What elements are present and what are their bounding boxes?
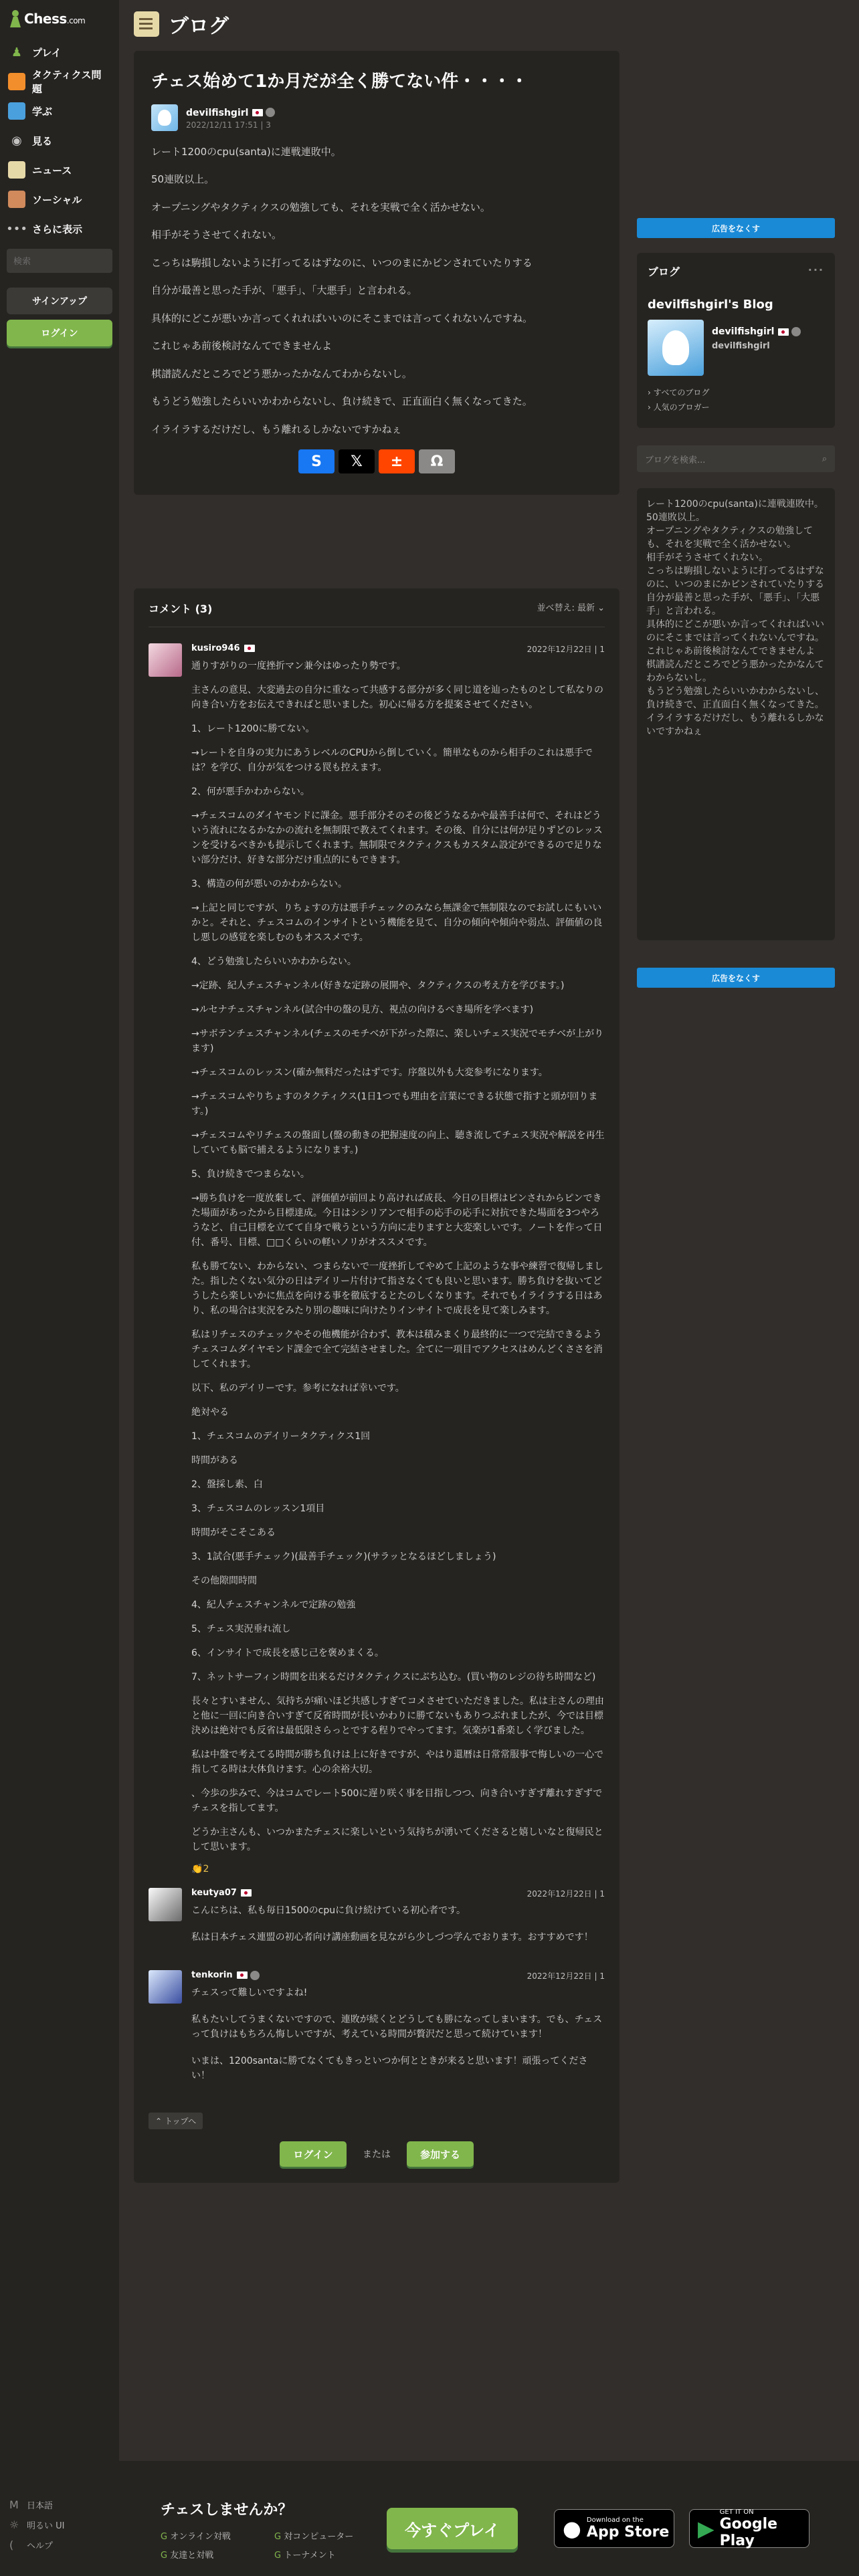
- blog-icon: [134, 11, 159, 37]
- comment-body: [191, 1985, 605, 2083]
- comments-section: [134, 588, 619, 2183]
- preview-line: これじゃあ前後検討なんてできませんよ: [646, 646, 815, 657]
- blog-heading: ブログ: [648, 265, 680, 278]
- article-paragraph: 相手がそうさせてくれない。: [151, 229, 282, 241]
- language-label: 日本語: [27, 2500, 54, 2511]
- preview-line: レート1200のcpu(santa)に連戦連敗中。: [646, 499, 824, 510]
- nav-label: タクティクス問題: [31, 69, 102, 95]
- nav-label: さらに表示: [32, 223, 83, 235]
- avatar[interactable]: [151, 104, 178, 131]
- comment-paragraph: どうか主さんも、いつかまたチェスに楽しいという気持ちが湧いてくださると嬉しいなと復帰民として思います。: [191, 1827, 603, 1852]
- comment-paragraph: 私はリチェスのチェックやその他機能が合わず、教本は積みまくり最終的に一つで完結できるようチェスコムダイヤモンド課金で全て完結させました。全てに一項目でアクセスはめんどくささを消してくれます。: [191, 1329, 603, 1370]
- article-meta: 2022/12/11 17:51 | 3: [186, 120, 271, 130]
- article-paragraph: こっちは駒損しないように打ってるはずなのに、いつのまにかピンされていたりする: [151, 256, 533, 269]
- sun-icon: ☼: [9, 2518, 19, 2531]
- comment-paragraph: 3、チェスコムのレッスン1項目: [191, 1503, 325, 1514]
- comment-paragraph: →定跡、紀人チェスチャンネル(好きな定跡の展開や、タクティクスの考え方を学びます。): [191, 980, 565, 991]
- preview-line: 相手がそうさせてくれない。: [646, 552, 768, 563]
- nav-label: ニュース: [32, 164, 72, 177]
- comment-login-button[interactable]: ログイン: [280, 2141, 347, 2167]
- comment-paragraph: 1、チェスコムのデイリータクティクス1回: [191, 1431, 371, 1442]
- comment-paragraph: 私は日本チェス連盟の初心者向け講座動画を見ながら少しづつ学んでおります。おすすめです！: [191, 1932, 593, 1943]
- banner-item: オンライン対戦: [170, 2532, 231, 2542]
- nav-label: 見る: [32, 134, 53, 147]
- people-icon: [8, 191, 25, 208]
- x-share-button[interactable]: 𝕏: [339, 449, 375, 473]
- more-dots-icon[interactable]: ···: [807, 263, 824, 276]
- avatar[interactable]: [149, 643, 182, 677]
- preview-line: もうどう勉強したらいいかわからないし、負け続きで、正直面白く無くなってきた。: [646, 686, 824, 710]
- share-row: [151, 449, 602, 473]
- play-banner: [119, 2461, 859, 2576]
- article-paragraph: 50連敗以上。: [151, 173, 215, 186]
- search-icon: ⌕: [822, 453, 827, 464]
- japan-flag-icon: [241, 1889, 252, 1897]
- blog-info-card: [637, 253, 835, 428]
- comment-paragraph: 2、盤採し素、白: [191, 1479, 263, 1490]
- apple-icon: ●: [563, 2516, 581, 2541]
- logo-text: Chess: [24, 11, 67, 27]
- comment-paragraph: →勝ち負けを一度放棄して、評価値が前回より高ければ成長、今日の目標はピンされからピンできた場面があったから目標達成。今日はシシリアンで相手の応手の応手に対抗できた場面を3つやろうなど、自己目標を立てて自身で戦うという方向に走りますと大変楽しいです。ノートを作って日付、番号、目標、□□くらいの軽いノリがオススメです。: [191, 1193, 603, 1248]
- blog-article: [134, 51, 619, 495]
- nav-news[interactable]: [0, 155, 119, 185]
- nav-label: 学ぶ: [32, 105, 53, 118]
- article-paragraph: イライラするだけだし、もう離れるしかないですかねぇ: [151, 423, 402, 435]
- comment-paragraph: 以下、私のデイリーです。参考になれば幸いです。: [191, 1383, 405, 1394]
- comment-paragraph: 時間がそこそこある: [191, 1527, 276, 1538]
- appstore-big-text: App Store: [586, 2524, 670, 2541]
- comment-paragraph: 1、レート1200に勝てない。: [191, 724, 315, 734]
- avatar[interactable]: [149, 1970, 182, 2004]
- popular-bloggers-link[interactable]: › 人気のブロガー: [648, 403, 710, 412]
- preview-line: 自分が最善と思った手が、「悪手」、「大悪手」と言われる。: [646, 593, 820, 617]
- comment-paragraph: 5、負け続きでつまらない。: [191, 1169, 310, 1180]
- back-to-top-label: トップへ: [164, 2117, 197, 2126]
- search-input[interactable]: [7, 249, 112, 273]
- google-play-button[interactable]: [689, 2509, 809, 2548]
- comment-paragraph: →チェスコムやりちょすのタクティクス(1日1つでも理由を言葉にできる状態で指すと頭が回ります。): [191, 1091, 598, 1117]
- comment-paragraph: 7、ネットサーフィン時間を出来るだけタクティクスにぶち込む。(買い物のレジの待ち時間など): [191, 1672, 596, 1683]
- logo-suffix: .com: [66, 16, 86, 25]
- article-paragraph: 自分が最善と思った手が、「悪手」、「大悪手」と言われる。: [151, 284, 417, 297]
- comment-paragraph: →チェスコムやリチェスの盤面し(盤の動きの把握速度の向上、聴き流してチェス実況や解説を再生していても脳で捕えるようになります。): [191, 1130, 605, 1156]
- comment-paragraph: 6、インサイトで成長を感じ己を褒めまくる。: [191, 1648, 384, 1658]
- light-ui-label: 明るい UI: [27, 2520, 65, 2531]
- comment-paragraph: →レートを自身の実力にあうレベルのCPUから倒していく。簡単なものから相手のこれは悪手では？を学び、自分が気をつける罠も控えます。: [191, 748, 593, 773]
- nav-puzzles[interactable]: [0, 67, 119, 96]
- pawn-icon: ♟: [11, 45, 23, 60]
- online-icon: G: [161, 2532, 171, 2542]
- japan-flag-icon: [778, 328, 789, 336]
- article-paragraph: 棋譜読んだところでどう悪かったかなんてわからないし。: [151, 367, 412, 380]
- chess-logo[interactable]: [0, 0, 119, 37]
- comment-paragraph: →チェスコムのダイヤモンドに課金。悪手部分そのその後どうなるかや最善手は何で、それはどういう流れになるかなかの流れを無制限で教えてくれます。その後、自分には何が足りずどのレッスンを受けるべきかも提示してくれます。無制限でタクティクスもカスタム設定ができるので足りない部分だけ、好きな部分だけ重点的にもできます。: [191, 811, 603, 865]
- comment-paragraph: →サボテンチェスチャンネル(チェスのモチベが下がった際に、楽しいチェス実況でモチベが上がります): [191, 1029, 604, 1054]
- facebook-share-button[interactable]: S: [298, 449, 335, 473]
- sidebar-footer: [0, 2494, 119, 2555]
- comment-paragraph: 3、構造の何が悪いのかわからない。: [191, 879, 347, 889]
- status-badge-icon: [250, 1971, 260, 1980]
- or-text: または: [363, 2149, 391, 2160]
- popular-bloggers-label: 人気のブロガー: [653, 403, 710, 412]
- comment-paragraph: →ルセナチェスチャンネル(試合中の盤の見方、視点の向けるべき場所を学べます): [191, 1004, 534, 1015]
- comment-item: kusiro946 2022年12月22日 | 1 通りすがりの一度挫折マン兼今はゆったり勢です。 主さんの意見、大変過去の自分に重なって共感する部分が多く同じ道を辿ったものとして私なりの向き合い方をお伝えできればと思いました。初心に帰る方を提案させてください。 1、レート1200に勝てない。 →レートを自身の実力にあうレベルのCPUから倒していく。簡単なものから相手のこれは悪手では？を学び、自分が気をつける罠も控えます。 2、何が悪手かわからない。 →チェスコムのダイヤモンドに課金。悪手部分そのその後どうなるかや最善手は何で、それはどういう流れになるかなかの流れを無制限で教えてくれます。その後、自分には何が足りずどのレッスンを受けるべきかも提示してくれます。無制限でタクティクスもカスタム設定ができるので足りない部分だけ、好きな部分だけ重点的にもできます。 3、構造の何が悪いのかわからない。 →上記と同じですが、りちょすの方は悪手チェックのみなら無課金で無制限なのでお試しにもいいかと。それと、チェスコムのインサイトという機能を見て、自分の傾向や傾向や弱点、評価値の良し悪しの感覚を楽しむのもオススメです。 4、どう勉強したらいいかわからない。 →定跡、紀人チェスチャンネル(好きな定跡の展開や、タクティクスの考え方を学びます。) →ルセナチェスチャンネル(試合中の盤の見方、視点の向けるべき場所を学べます) →サボテンチェスチャンネル(チェスのモチベが下がった際に、楽しいチェス実況でモチベが上がります) →チェスコムのレッスン(確か無料だったはずです。序盤以外も大変参考になります。 →チェスコムやりちょすのタクティクス(1日1つでも理由を言葉にできる状態で指すと頭が回ります。) →チェスコムやリチェスの盤面し(盤の動きの把握速度の向上、聴き流してチェス実況や解説を再生していても脳で捕えるようになります。) 5、負け続きでつまらない。 →勝ち負けを一度放棄して、評価値が前回より高ければ成長、今日の目標はピンされからピンできた場面があったから目標達成。今日はシシリアンで相手の応手の応手に対抗できた場面を3つやろうなど、自己目標を立てて自身で戦うという方向に走りますと大変楽しいです。ノートを作って日付、番号、目標、□□くらいの軽いノリがオススメです。 私も勝てない、わからない、つまらないで一度挫折してやめて上記のような事や練習で復帰しました。指したくない気分の日はデイリー片付けて指さなくても良いと思います。勝ち負けを抜いてどうしたら楽しいかに焦点を向ける事を徹底するとたのしくなります。それでもイライラする日はあり、私の場合は実況をみたり別の趣味に向けたりインサイトで成長を見て楽しみます。 私はリチェスのチェックやその他機能が合わず、教本は積みまくり最終的に一つで完結できるようチェスコムダイヤモンド課金で全て完結させました。全てに一項目でアクセスはめんどくささを消してくれます。 以下、私のデイリーです。参考になれば幸いです。 絶対やる 1、チェスコムのデイリータクティクス1回 時間がある 2、盤採し素、白 3、チェスコムのレッスン1項目 時間がそこそこある 3、1試合(悪手チェック)(最善手チェック)(サラッとなるほどしましょう) その他隙間時間 4、紀人チェスチャンネルで定跡の勉強 5、チェス実況垂れ流し 6、インサイトで成長を感じ己を褒めまくる。 7、ネットサーフィン時間を出来るだけタクティクスにぶち込む。(買い物のレジの待ち時間など) 長々とすいません、気持ちが痛いほど共感しすぎてコメさせていただきました。私は主さんの理由と他に一回に向き合いすぎて反省時間が長いかわりに勝てないもありつぶれましたが、今では目標決めは絶対でも反省は最低限さらっとでする程りでやってます。気楽が1番楽しく学びました。 私は中盤で考えてる時間が勝ち負けは上に好きですが、やはり還暦は日常常服事で悔しいの一心で指してる時は大体負けます。心の余裕大切。 、今歩の歩みで、今はコムでレート500に遅り咲く事を目指しつつ、向き合いすぎず離れすぎずでチェスを指してます。 どうか主さんも、いつかまたチェスに楽しいという気持ちが湧いてくださると嬉しいなと復帰民として思います。 👏2: [149, 643, 605, 1874]
- comment-paragraph: 時間がある: [191, 1455, 238, 1466]
- japan-flag-icon: [252, 109, 263, 116]
- banner-item: 友達と対戦: [170, 2551, 214, 2561]
- signup-button[interactable]: サインアップ: [7, 288, 112, 314]
- banner-item: 対コンピューター: [284, 2532, 354, 2542]
- comment-paragraph: 私もたいしてうまくないですので、連敗が続くとどうしても勝になってしまいます。でも、チェスって負けはもちろん悔しいですが、考えている時間が贅沢だと思って続けています！: [191, 2014, 603, 2040]
- play-now-button[interactable]: 今すぐプレイ: [387, 2508, 518, 2549]
- reddit-share-button[interactable]: ±: [379, 449, 415, 473]
- blog-search-placeholder: ブログを検索...: [645, 455, 706, 465]
- article-paragraph: もうどう勉強したらいいかわからないし、負け続きで、正直面白く無くなってきた。: [151, 395, 533, 408]
- page-header: [134, 9, 229, 39]
- nav-social[interactable]: [0, 185, 119, 214]
- banner-item: トーナメント: [284, 2551, 336, 2561]
- link-share-button[interactable]: Ω: [419, 449, 455, 473]
- nav-learn[interactable]: [0, 96, 119, 126]
- comment-item: tenkorin 2022年12月22日 | 1 チェスって難しいですよね! 私もたいしてうまくないですので、連敗が続くとどうしても勝になってしまいます。でも、チェスって負けはもちろん悔しいですが、考えている時間が贅沢だと思って続けています！ いまは、1200santaに勝てなくてもきっといつか何とときが来ると思います！頑張ってください！: [149, 1970, 605, 2095]
- sort-label: 並べ替え: 最新: [537, 603, 595, 613]
- preview-line: イライラするだけだし、もう離れるしかないですかねぇ: [646, 713, 824, 737]
- article-paragraph: レート1200のcpu(santa)に連戦連敗中。: [151, 145, 341, 158]
- preview-line: オープニングやタクティクスの勉強しても、それを実戦で全く活かせない。: [646, 526, 814, 550]
- japan-flag-icon: [244, 645, 255, 652]
- blogger-avatar[interactable]: [648, 320, 704, 376]
- comment-paragraph: 主さんの意見、大変過去の自分に重なって共感する部分が多く同じ道を辿ったものとして私なりの向き合い方をお伝えできればと思いました。初心に帰る方を提案させてください。: [191, 685, 603, 710]
- preview-text: [646, 498, 826, 738]
- comment-paragraph: →チェスコムのレッスン(確か無料だったはずです。序盤以外も大変参考になります。: [191, 1067, 548, 1078]
- binoculars-icon: ◉: [11, 133, 22, 148]
- preview-line: 棋譜読んだところでどう悪かったかなんてわからないし。: [646, 659, 824, 683]
- help-link[interactable]: [9, 2535, 110, 2555]
- gplay-small-text: GET IT ON: [719, 2508, 754, 2516]
- puzzle-icon: [8, 73, 25, 90]
- blogger-name-secondary: devilfishgirl: [712, 341, 770, 351]
- pawn-logo-icon: [9, 10, 21, 27]
- comments-title: コメント (3): [149, 603, 213, 615]
- comment-username[interactable]: kusiro946: [191, 643, 240, 653]
- comment-username[interactable]: tenkorin: [191, 1970, 233, 1980]
- language-icon: M: [9, 2498, 19, 2511]
- author-row: [151, 104, 602, 131]
- preview-line: こっちは駒損しないように打ってるはずなのに、いつのまにかピンされていたりする: [646, 566, 824, 590]
- status-badge-icon: [266, 108, 275, 117]
- language-link[interactable]: [9, 2494, 110, 2514]
- sidebar: [0, 0, 119, 2576]
- join-button[interactable]: 参加する: [407, 2141, 474, 2167]
- nav-more[interactable]: [0, 214, 119, 243]
- login-button[interactable]: ログイン: [7, 320, 112, 346]
- back-to-top-button[interactable]: ⌃ トップへ: [149, 2113, 203, 2129]
- article-paragraph: これじゃあ前後検討なんてできませんよ: [151, 340, 332, 352]
- comment-paragraph: その他隙間時間: [191, 1576, 257, 1586]
- gplay-big-text: Google Play: [719, 2515, 778, 2549]
- comment-body: [191, 1903, 605, 1945]
- newspaper-icon: [8, 161, 25, 179]
- banner-title: チェスしませんか？: [161, 2502, 293, 2518]
- blog-title[interactable]: devilfishgirl's Blog: [648, 298, 773, 312]
- blog-preview-card: [637, 488, 835, 940]
- comment-paragraph: 4、紀人チェスチャンネルで定跡の勉強: [191, 1600, 356, 1610]
- article-title: チェス始めて1か月だが全く勝てない件・・・・: [151, 72, 529, 92]
- article-paragraph: 具体的にどこが悪いか言ってくれればいいのにそこまでは言ってくれないんですね。: [151, 312, 533, 324]
- comment-paragraph: いまは、1200santaに勝てなくてもきっといつか何とときが来ると思います！頑張ってください！: [191, 2056, 588, 2081]
- all-blogs-link[interactable]: › すべてのブログ: [648, 388, 710, 397]
- help-icon: (: [9, 2538, 14, 2551]
- app-store-button[interactable]: [554, 2509, 674, 2548]
- all-blogs-label: すべてのブログ: [653, 388, 710, 397]
- page-title: ブログ: [169, 15, 229, 38]
- blog-search-input[interactable]: [637, 445, 835, 472]
- blogger-name[interactable]: devilfishgirl: [712, 326, 775, 337]
- light-ui-link[interactable]: [9, 2514, 110, 2535]
- comment-item: keutya07 2022年12月22日 | 1 こんにちは、私も毎日1500のcpuに負け続けている初心者です。 私は日本チェス連盟の初心者向け講座動画を見ながら少しづつ学んでおります。おすすめです！: [149, 1888, 605, 1957]
- sort-dropdown[interactable]: 並べ替え: 最新 ⌄: [537, 603, 605, 613]
- comment-paragraph: 通りすがりの一度挫折マン兼今はゆったり勢です。: [191, 661, 406, 671]
- comment-paragraph: 絶対やる: [191, 1407, 229, 1418]
- graduation-cap-icon: [8, 102, 25, 120]
- author-name[interactable]: devilfishgirl: [186, 107, 249, 118]
- google-play-icon: ▶: [698, 2516, 714, 2541]
- comment-paragraph: 、今歩の歩みで、今はコムでレート500に遅り咲く事を目指しつつ、向き合いすぎず離れすぎずでチェスを指してます。: [191, 1788, 603, 1814]
- nav-play[interactable]: [0, 37, 119, 67]
- tournament-icon: G: [274, 2551, 284, 2561]
- avatar[interactable]: [149, 1888, 182, 1921]
- appstore-small-text: Download on the: [586, 2516, 644, 2524]
- remove-ads-button[interactable]: 広告をなくす: [637, 218, 835, 238]
- comment-paragraph: →上記と同じですが、りちょすの方は悪手チェックのみなら無課金で無制限なのでお試しにもいいかと。それと、チェスコムのインサイトという機能を見て、自分の傾向や傾向や弱点、評価値の良し悪しの感覚を楽しむのもオススメです。: [191, 903, 603, 943]
- friend-icon: G: [161, 2551, 171, 2561]
- article-body: [151, 144, 602, 437]
- computer-icon: G: [274, 2532, 284, 2542]
- more-dots-icon: •••: [6, 221, 27, 236]
- comment-paragraph: 私は中盤で考えてる時間が勝ち負けは上に好きですが、やはり還暦は日常常服事で悔しいの一心で指してる時は大体負けます。心の余裕大切。: [191, 1749, 603, 1775]
- comment-paragraph: 私も勝てない、わからない、つまらないで一度挫折してやめて上記のような事や練習で復帰しました。指したくない気分の日はデイリー片付けて指さなくても良いと思います。勝ち負けを抜いてどうしたら楽しいかに焦点を向ける事を徹底するとたのしくなります。それでもイライラする日はあり、私の場合は実況をみたり別の趣味に向けたりインサイトで成長を見て楽しみます。: [191, 1261, 603, 1316]
- comment-date: 2022年12月22日: [527, 1971, 592, 1981]
- reaction-row[interactable]: 👏2: [191, 1864, 209, 1874]
- comment-paragraph: 5、チェス実況垂れ流し: [191, 1624, 291, 1634]
- comment-paragraph: チェスって難しいですよね!: [191, 1988, 308, 1998]
- comment-paragraph: 2、何が悪手かわからない。: [191, 786, 310, 797]
- comment-date: 2022年12月22日: [527, 1889, 592, 1899]
- reaction-count: 2: [203, 1864, 209, 1874]
- japan-flag-icon: [237, 1971, 248, 1979]
- article-paragraph: オープニングやタクティクスの勉強しても、それを実戦で全く活かせない。: [151, 201, 490, 213]
- comment-date: 2022年12月22日: [527, 645, 592, 654]
- comment-body: [191, 659, 605, 1854]
- preview-line: 具体的にどこが悪いか言ってくれればいいのにそこまでは言ってくれないんですね。: [646, 619, 824, 643]
- status-badge-icon: [791, 327, 801, 336]
- comment-paragraph: こんにちは、私も毎日1500のcpuに負け続けている初心者です。: [191, 1905, 466, 1916]
- preview-line: 50連敗以上。: [646, 512, 705, 523]
- nav-watch[interactable]: [0, 126, 119, 155]
- nav-label: ソーシャル: [32, 193, 82, 206]
- comment-paragraph: 3、1試合(悪手チェック)(最善手チェック)(サラッとなるほどしましょう): [191, 1551, 496, 1562]
- help-label: ヘルプ: [27, 2541, 54, 2551]
- comment-paragraph: 4、どう勉強したらいいかわからない。: [191, 956, 357, 967]
- comment-username[interactable]: keutya07: [191, 1888, 237, 1898]
- comment-paragraph: 長々とすいません、気持ちが痛いほど共感しすぎてコメさせていただきました。私は主さんの理由と他に一回に向き合いすぎて反省時間が長いかわりに勝てないもありつぶれましたが、今では目標決めは絶対でも反省は最低限さらっとでする程りでやってます。気楽が1番楽しく学びました。: [191, 1696, 604, 1736]
- remove-ads-button[interactable]: 広告をなくす: [637, 968, 835, 988]
- nav-label: プレイ: [32, 46, 62, 59]
